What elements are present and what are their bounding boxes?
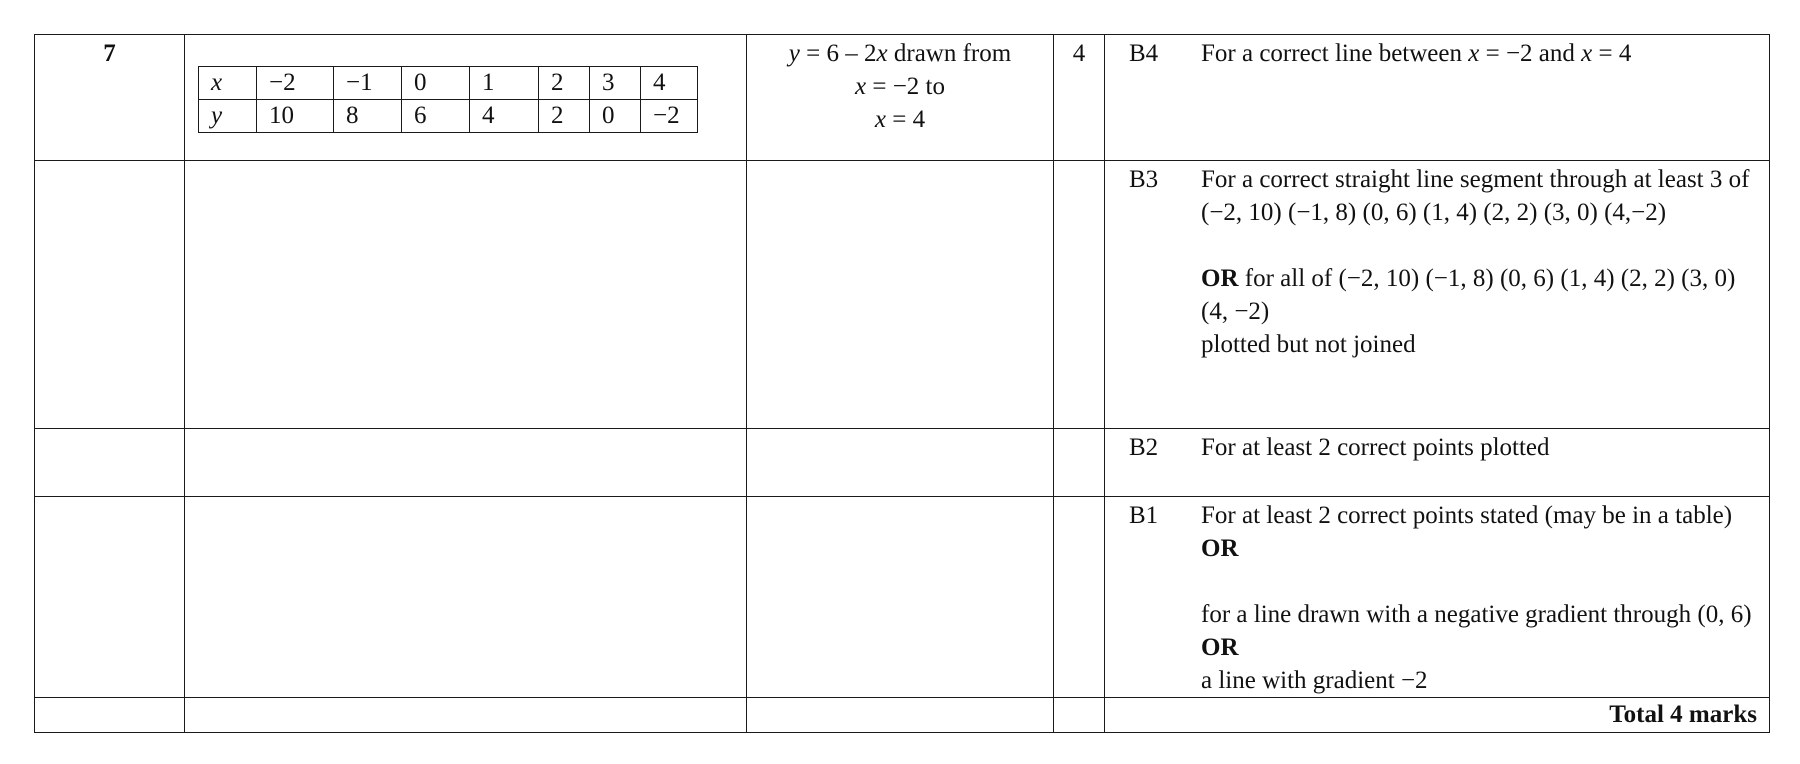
answer-line: y = 6 – 2x drawn from: [788, 40, 1012, 67]
criterion-text: For a correct line between x = −2 and x = 4: [1201, 40, 1632, 67]
empty-cell: [35, 497, 185, 698]
x-value: 3: [590, 67, 641, 100]
working-cell: [185, 35, 747, 161]
mark-scheme-total-row: [35, 698, 1770, 733]
x-value: 4: [641, 67, 698, 100]
guidance-b2: [1105, 429, 1770, 497]
values-header-y: y: [199, 100, 257, 133]
empty-cell: [185, 698, 747, 733]
criterion-text: For at least 2 correct points stated (may be in a table) OR for a line drawn with a negative gradient through (0, 6) OR a line with gradient −2: [1201, 502, 1752, 694]
x-value: −1: [334, 67, 402, 100]
criterion-text: For a correct straight line segment through at least 3 of (−2, 10) (−1, 8) (0, 6) (1, 4) (2, 2) (3, 0) (4,−2) OR for all of (−2, 10) (−1, 8) (0, 6) (1, 4) (2, 2) (3, 0) (4, −2) plotted but not joined: [1201, 166, 1750, 358]
answer-line: x = −2 to: [854, 73, 945, 100]
x-value: 2: [539, 67, 590, 100]
mark-scheme-row-b2: [35, 429, 1770, 497]
empty-cell: [1054, 161, 1105, 429]
x-value: 0: [402, 67, 470, 100]
values-row-y: [199, 100, 698, 133]
values-header-x: x: [199, 67, 257, 100]
values-row-x: [199, 67, 698, 100]
empty-cell: [1054, 698, 1105, 733]
empty-cell: [1054, 429, 1105, 497]
y-value: 6: [402, 100, 470, 133]
empty-cell: [1054, 497, 1105, 698]
criterion-code: B4: [1129, 40, 1159, 67]
empty-cell: [185, 161, 747, 429]
criterion-text: For at least 2 correct points plotted: [1201, 434, 1550, 461]
mark-cell: 4: [1054, 35, 1105, 161]
x-value: 1: [470, 67, 539, 100]
criterion-code: B1: [1129, 502, 1159, 529]
x-value: −2: [257, 67, 334, 100]
mark-scheme-row-b3: [35, 161, 1770, 429]
answer-cell: [747, 35, 1054, 161]
empty-cell: [35, 429, 185, 497]
empty-cell: [747, 429, 1054, 497]
question-number: 7: [35, 35, 185, 161]
empty-cell: [747, 161, 1054, 429]
empty-cell: [185, 429, 747, 497]
y-value: 0: [590, 100, 641, 133]
empty-cell: [35, 698, 185, 733]
y-value: 2: [539, 100, 590, 133]
mark-scheme-row-b4: [35, 35, 1770, 161]
y-value: 10: [257, 100, 334, 133]
empty-cell: [747, 698, 1054, 733]
criterion-code: B2: [1129, 434, 1159, 461]
guidance-b1: [1105, 497, 1770, 698]
y-value: 4: [470, 100, 539, 133]
criterion-code: B3: [1129, 166, 1159, 193]
empty-cell: [35, 161, 185, 429]
mark-scheme-table: [34, 34, 1770, 733]
values-table: [198, 66, 698, 133]
guidance-b4: [1105, 35, 1770, 161]
y-value: −2: [641, 100, 698, 133]
empty-cell: [747, 497, 1054, 698]
answer-line: x = 4: [874, 106, 926, 133]
mark-scheme-row-b1: [35, 497, 1770, 698]
guidance-b3: [1105, 161, 1770, 429]
total-marks: Total 4 marks: [1105, 698, 1770, 733]
y-value: 8: [334, 100, 402, 133]
empty-cell: [185, 497, 747, 698]
